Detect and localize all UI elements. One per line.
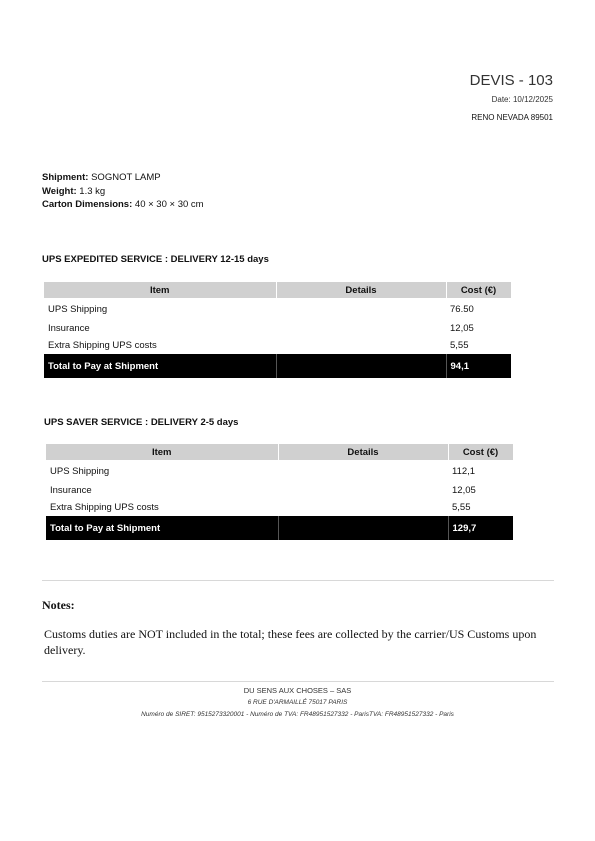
dimensions-line <box>42 198 204 212</box>
quote-title: DEVIS - 103 <box>469 72 553 89</box>
row-item: Insurance <box>50 485 92 496</box>
row-cost: 76.50 <box>450 303 474 315</box>
dimensions-value: 40 × 30 × 30 cm <box>134 199 204 210</box>
column-header-cost: Cost (€) <box>446 282 511 298</box>
table-header-row <box>44 282 511 298</box>
row-cost: 112,1 <box>452 465 476 477</box>
dimensions-label: Carton Dimensions: <box>42 199 133 210</box>
expedited-section-title: UPS EXPEDITED SERVICE : DELIVERY 12-15 days <box>42 254 269 265</box>
column-header-details: Details <box>276 282 446 298</box>
shipment-line <box>42 171 204 185</box>
row-cost: 5,55 <box>452 502 471 513</box>
notes-title: Notes: <box>42 598 75 612</box>
table-row <box>46 499 513 516</box>
expedited-table <box>44 282 512 378</box>
footer-divider <box>42 681 554 682</box>
saver-section-title: UPS SAVER SERVICE : DELIVERY 2-5 days <box>44 417 239 428</box>
weight-line <box>42 185 204 199</box>
row-details <box>276 337 446 354</box>
row-details <box>278 460 448 482</box>
footer-address: 6 RUE D'ARMAILLÉ 75017 PARIS <box>247 699 348 706</box>
total-row <box>44 354 511 378</box>
row-details <box>276 320 446 337</box>
row-cost: 5,55 <box>450 340 469 351</box>
shipment-label: Shipment: <box>42 172 89 183</box>
table-row <box>46 460 513 482</box>
total-label: Total to Pay at Shipment <box>44 354 276 378</box>
total-row <box>46 516 513 540</box>
notes-divider <box>42 580 554 581</box>
table-row <box>44 320 511 337</box>
footer-company: DU SENS AUX CHOSES – SAS <box>243 686 352 695</box>
column-header-cost: Cost (€) <box>448 444 513 460</box>
recipient-address: RENO NEVADA 89501 <box>471 113 553 122</box>
shipment-value: SOGNOT LAMP <box>91 172 161 183</box>
shipment-info <box>42 171 204 212</box>
total-value: 129,7 <box>448 516 513 540</box>
row-details <box>278 499 448 516</box>
column-header-details: Details <box>278 444 448 460</box>
total-label: Total to Pay at Shipment <box>46 516 278 540</box>
weight-value: 1.3 kg <box>79 185 106 197</box>
saver-table <box>46 444 514 540</box>
notes-body: Customs duties are NOT included in the total; these fees are collected by the carrier/US Customs upon delivery. <box>44 627 537 657</box>
row-cost: 12,05 <box>452 485 476 496</box>
total-details <box>278 516 448 540</box>
row-item: Insurance <box>48 323 90 334</box>
row-details <box>278 482 448 499</box>
row-item: Extra Shipping UPS costs <box>50 502 159 513</box>
row-item: UPS Shipping <box>48 303 108 315</box>
table-header-row <box>46 444 513 460</box>
weight-label: Weight: <box>42 185 77 197</box>
table-row <box>44 337 511 354</box>
column-header-item: Item <box>44 282 276 298</box>
quote-date: Date: 10/12/2025 <box>491 95 553 104</box>
column-header-item: Item <box>46 444 278 460</box>
row-item: UPS Shipping <box>50 465 110 477</box>
total-value: 94,1 <box>446 354 511 378</box>
total-details <box>276 354 446 378</box>
table-row <box>46 482 513 499</box>
row-item: Extra Shipping UPS costs <box>48 340 157 351</box>
table-row <box>44 298 511 320</box>
footer-legal: Numéro de SIRET: 9515273320001 - Numéro de TVA: FR48951527332 - ParisTVA: FR48951527332 - Paris <box>141 711 454 718</box>
row-details <box>276 298 446 320</box>
row-cost: 12,05 <box>450 323 474 334</box>
